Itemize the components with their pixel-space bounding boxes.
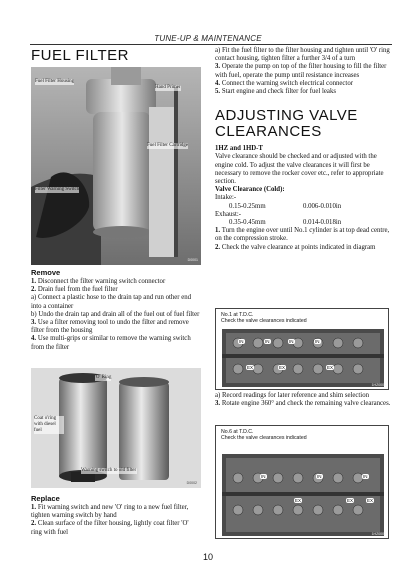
step-num: 1. — [215, 227, 221, 235]
diagram2-in-label: IN — [363, 474, 368, 479]
step-num: 3. — [215, 63, 221, 71]
fuel-filter-photo — [31, 67, 201, 265]
step-num: 2. — [215, 243, 221, 251]
step-num: 1. — [31, 504, 37, 511]
callout-warning-switch-old: Warning switch to old filter — [81, 468, 137, 473]
callout-warning-switch: Filter Warning Switch — [35, 187, 80, 192]
header-rule — [30, 44, 392, 45]
diagram2-id: 1HZ0002 — [371, 532, 386, 536]
remove-step-2a: a) Connect a plastic hose to the drain tap and run other end into a container — [31, 294, 192, 310]
diagram2-line2: Check the valve clearances indicated — [221, 435, 307, 441]
step-text: Use a filter removing tool to undo the filter and remove filter from the housing — [31, 319, 189, 335]
diagram1-in-label: IN — [239, 339, 244, 344]
diagram1-in-label: IN — [289, 339, 294, 344]
valve-step-3 — [215, 400, 391, 408]
step-text: Fit warning switch and new 'O' ring to a new fuel filter, tighten warning switch by hand — [31, 504, 189, 520]
diagram2-in-label: IN — [261, 474, 266, 479]
photo-id: D0001 — [187, 258, 198, 262]
diagram2-line1: No.6 at T.D.C. — [221, 429, 254, 435]
replace-step-4 — [215, 80, 391, 88]
filter-cartridge-photo — [31, 368, 201, 488]
exhaust-spec — [215, 219, 391, 227]
valve-title: ADJUSTING VALVE CLEARANCES — [215, 107, 358, 141]
callout-hand-primer: Hand Primer — [155, 85, 181, 90]
valve-diagram-no1 — [215, 308, 389, 390]
remove-step-4 — [31, 335, 201, 351]
diagram1-ex-label: EX — [247, 365, 254, 370]
step-num: 4. — [215, 79, 221, 87]
remove-heading: Remove — [31, 268, 61, 277]
step-text: Connect the warning switch electrical connector — [221, 79, 353, 87]
callout-cartridge: Fuel Filter Cartridge — [147, 143, 189, 148]
replace-step-1 — [31, 504, 201, 520]
callout-housing: Fuel Filter Housing — [35, 79, 75, 84]
diagram1-caption — [221, 312, 307, 324]
exhaust-mm: 0.35-0.45mm — [229, 219, 266, 227]
intake-spec — [215, 203, 391, 211]
step-text: Use multi-grips or similar to remove the warning switch from the filter — [31, 335, 191, 351]
step-num: 2. — [31, 286, 37, 294]
right-column — [215, 47, 391, 252]
exhaust-in: 0.014-0.018in — [303, 219, 342, 227]
replace-step-2 — [31, 520, 201, 536]
running-header: TUNE-UP & MAINTENANCE — [154, 34, 262, 43]
step-num: 3. — [31, 319, 37, 327]
diagram2-ex-label: EX — [347, 498, 354, 503]
replace-step-3 — [215, 63, 391, 79]
diagram1-in-label: IN — [315, 339, 320, 344]
step-text: Turn the engine over until No.1 cylinder is at top dead centre, on the compression stroke. — [215, 227, 390, 243]
diagram1-ex-label: EX — [327, 365, 334, 370]
valve-intro: Valve clearance should be checked and or adjusted with the engine cold. To adjust the valve clearances it will first be necessary to remove the rocker cover etc., refer to appropriate section. — [215, 153, 384, 186]
page-number: 10 — [202, 552, 213, 562]
step-text: Check the valve clearance at points indicated in diagram — [221, 243, 376, 251]
valve-diagram-no6 — [215, 425, 389, 539]
left-column — [31, 47, 201, 64]
remove-section — [31, 268, 201, 352]
step-num: 5. — [215, 88, 221, 96]
valve-step-1 — [215, 227, 391, 243]
step-text: Disconnect the filter warning switch connector — [37, 278, 166, 285]
intake-in: 0.006-0.010in — [303, 202, 342, 210]
step-num: 1. — [31, 278, 37, 285]
engine-heading: 1HZ and 1HD-T — [215, 145, 263, 153]
diagram1-in-label: IN — [265, 339, 270, 344]
diagram1-ex-label: EX — [279, 365, 286, 370]
remove-step-2 — [31, 286, 201, 294]
diagram2-ex-label: EX — [367, 498, 374, 503]
replace-heading: Replace — [31, 494, 60, 503]
valve-step-2 — [215, 244, 391, 252]
step-text: Drain fuel from the fuel filter — [37, 286, 118, 294]
replace-section — [31, 494, 201, 537]
diagram2-caption — [221, 429, 307, 441]
valve-step-2a: a) Record readings for later reference and shim selection — [215, 392, 369, 399]
fuel-filter-photo-image — [31, 67, 201, 265]
diagram1-line2: Check the valve clearances indicated — [221, 318, 307, 324]
fuel-filter-title: FUEL FILTER — [31, 47, 130, 64]
step-text: Clean surface of the filter housing, lightly coat filter 'O' ring with fuel — [31, 520, 189, 536]
step-num: 4. — [31, 335, 37, 343]
remove-step-3 — [31, 319, 201, 335]
engine-head-image — [216, 426, 388, 538]
step-num: 3. — [215, 400, 221, 408]
intake-label: Intake:- — [215, 194, 237, 202]
remove-step-2b: b) Undo the drain tap and drain all of the fuel out of fuel filter — [31, 310, 200, 318]
step-num: 2. — [31, 520, 37, 528]
valve-steps-b — [215, 392, 391, 408]
diagram1-line1: No.1 at T.D.C. — [221, 312, 254, 318]
intake-mm: 0.15-0.25mm — [229, 202, 266, 210]
spec-heading: Valve Clearance (Cold): — [215, 186, 285, 194]
step-text: Operate the pump on top of the filter housing to fill the filter with fuel, operate the pump until resistance increases — [215, 63, 387, 79]
replace-step-2a: a) Fit the fuel filter to the filter housing and tighten until 'O' ring contact housing, tighten filter a further 3/4 of a turn — [215, 47, 390, 63]
callout-oring: 'O' Ring — [95, 375, 112, 380]
step-text: Rotate engine 360° and check the remaining valve clearances. — [221, 400, 391, 408]
photo2-id: D0002 — [186, 481, 197, 485]
diagram2-in-label: IN — [317, 474, 322, 479]
exhaust-label: Exhaust:- — [215, 210, 242, 218]
step-text: Start engine and check filter for fuel leaks — [221, 88, 336, 96]
diagram2-ex-label: EX — [295, 498, 302, 503]
diagram1-id: 1HZ0001 — [371, 383, 386, 387]
remove-step-1 — [31, 278, 201, 286]
replace-step-5 — [215, 88, 391, 96]
callout-coat-oring: Coat o'ring with diesel fuel — [34, 416, 64, 434]
